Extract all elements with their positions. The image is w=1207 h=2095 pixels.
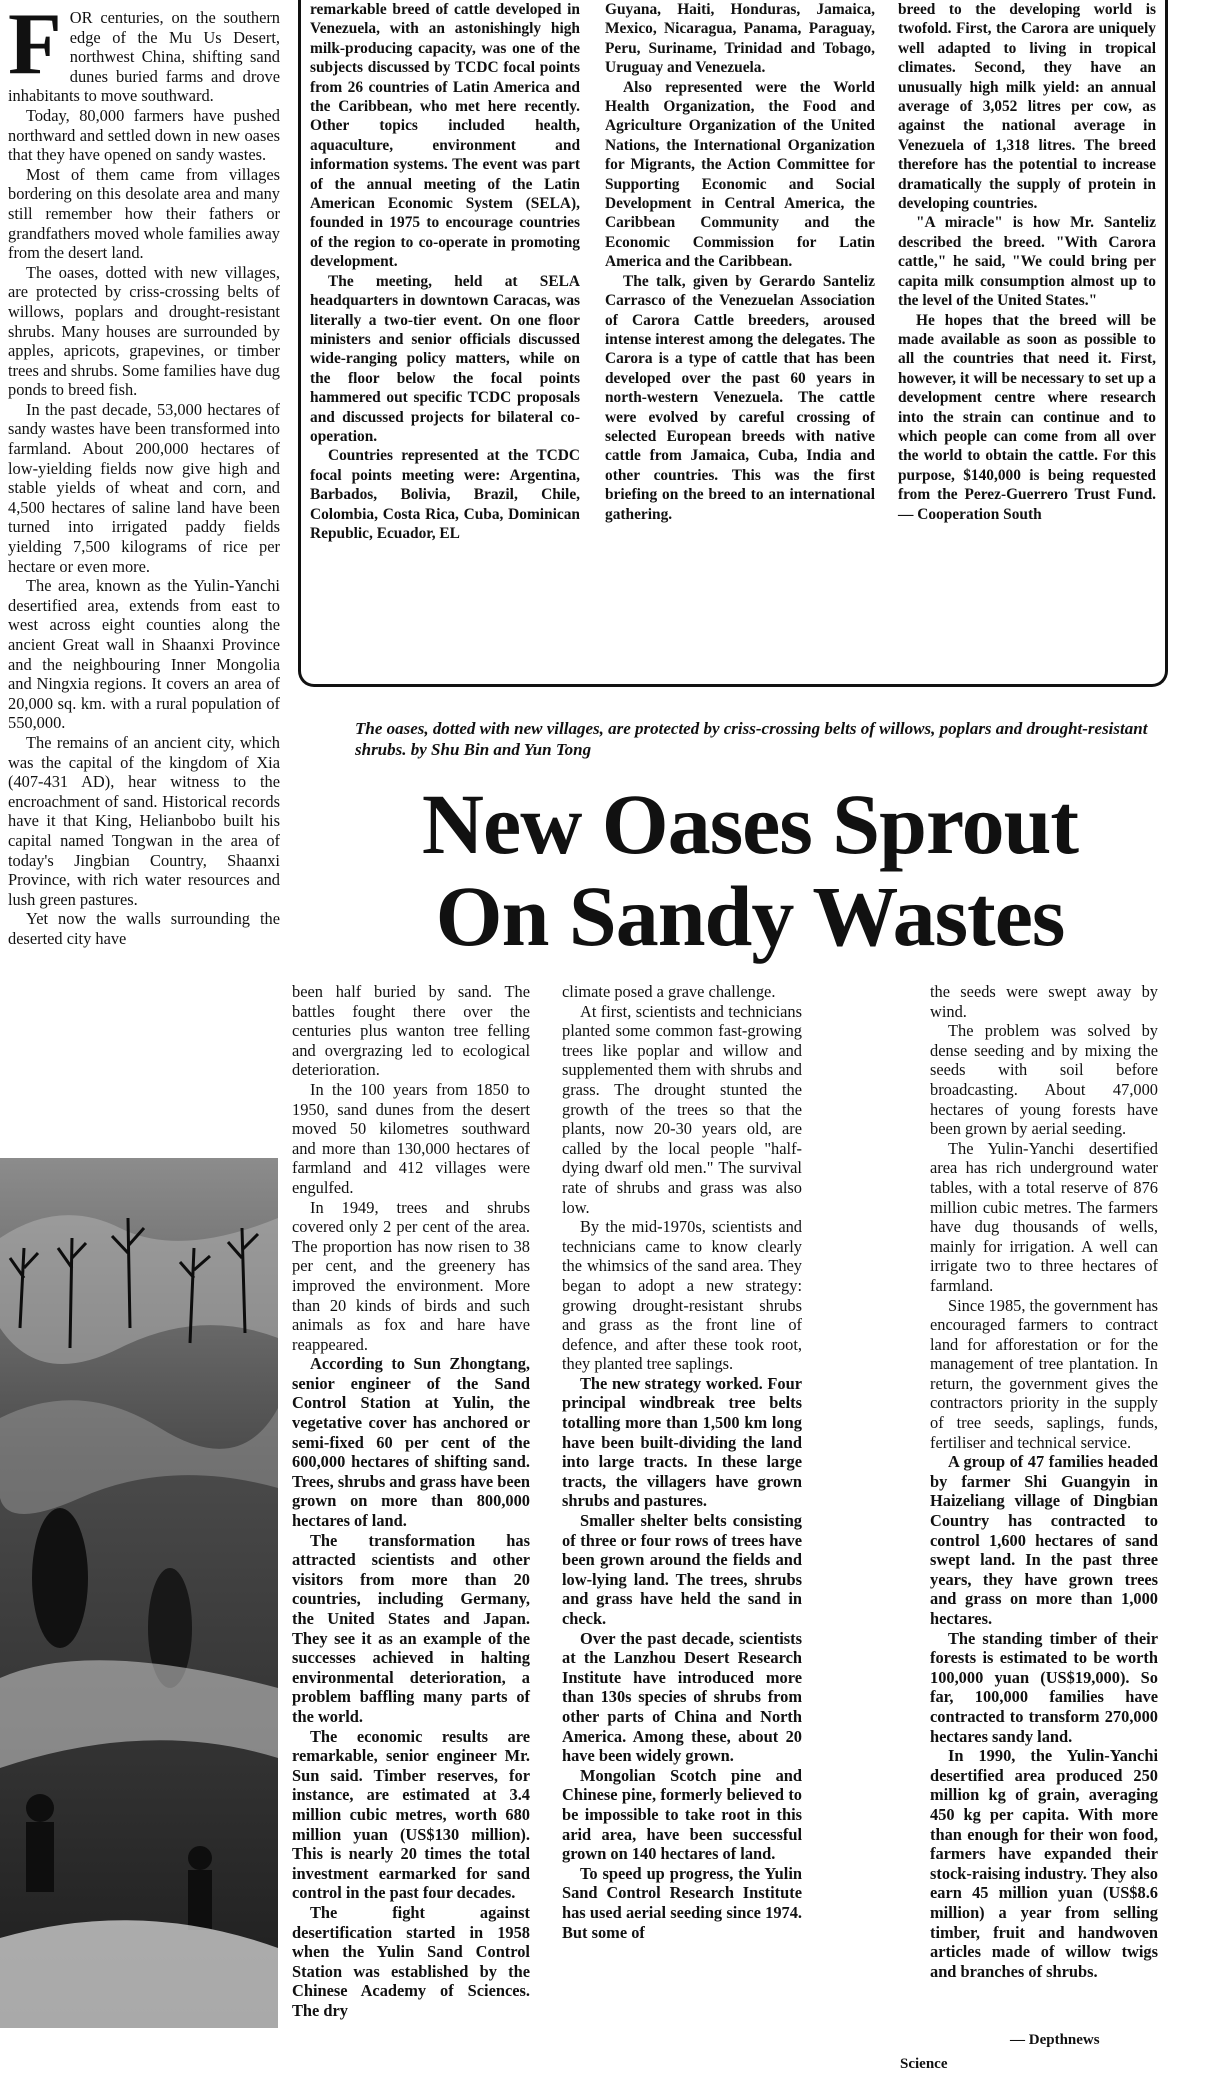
article-column-3	[562, 982, 802, 1942]
paragraph: climate posed a grave challenge.	[562, 982, 776, 1001]
paragraph: According to Sun Zhongtang, senior engineer of the Sand Control Station at Yulin, the vegetative cover has anchored or semi-fixed 60 per cent of the 600,000 hectares of shifting sand. Trees, shrubs and grass have been grown on more than 800,000 hectares of land.	[292, 1354, 530, 1531]
paragraph: By the mid-1970s, scientists and technicians came to know clearly the whimsics of the sand area. They began to adopt a new strategy: growing drought-resistant shrubs and grass as the front line of defence, and after these took root, they planted tree saplings.	[562, 1217, 802, 1374]
headline-line-1: New Oases Sprout	[421, 776, 1079, 872]
paragraph: At first, scientists and technicians planted some common fast-growing trees like poplar and willow and supplemented them with shrubs and grass. The drought stunted the growth of the trees so that the plants, now 20-30 years old, are called by the local people "half-dying dwarf old men." The survival rate of shrubs and grass was also low.	[562, 1001, 802, 1217]
paragraph: The area, known as the Yulin-Yanchi desertified area, extends from east to west across eight counties along the ancient Great wall in Shaanxi Province and the neighbouring Inner Mongolia and Ningxia regions. It covers an area of 20,000 sq. km. with a rural population of 550,000.	[8, 576, 280, 733]
paragraph: To speed up progress, the Yulin Sand Control Research Institute has used aerial seeding since 1974. But some of	[562, 1863, 802, 1942]
byline-source: — Depthnews	[1010, 2032, 1100, 2048]
desert-photo-image	[0, 1158, 278, 2028]
paragraph: The problem was solved by dense seeding and by mixing the seeds with soil before broadcasting. About 47,000 hectares of young forests have been grown by aerial seeding.	[930, 1021, 1158, 1139]
paragraph: The talk, given by Gerardo Santeliz Carrasco of the Venezuelan Association of Carora Cattle breeders, aroused intense interest among the delegates. The Carora is a type of cattle that has been developed over the past 60 years in north-western Venezuela. The cattle were evolved by careful crossing of selected European breeds with native cattle from Jamaica, Cuba, India and other countries. This was the first briefing on the breed to an international gathering.	[605, 272, 875, 523]
paragraph: the seeds were swept away by wind.	[930, 982, 1158, 1021]
headline	[320, 778, 1180, 962]
paragraph: Today, 80,000 farmers have pushed northward and settled down in new oases that they have opened on sandy wastes.	[8, 105, 280, 165]
box-column-1	[310, 0, 580, 543]
headline-line-2: On Sandy Wastes	[435, 868, 1065, 964]
paragraph: Yet now the walls surrounding the deserted city have	[8, 909, 280, 948]
article-column-2	[292, 982, 530, 2020]
paragraph: The Yulin-Yanchi desertified area has rich underground water tables, with a total reserve of 876 million cubic metres. The farmers have dug thousands of wells, mainly for irrigation. A well can irrigate two to three hectares of farmland.	[930, 1138, 1158, 1295]
paragraph: In 1949, trees and shrubs covered only 2 per cent of the area. The proportion has now risen to 38 per cent, and the greenery has improved the environment. More than 20 kinds of birds and such animals as fox and hare have reappeared.	[292, 1197, 530, 1354]
paragraph: In the 100 years from 1850 to 1950, sand dunes from the desert moved 50 kilometres southward and more than 130,000 hectares of farmland and 412 villages were engulfed.	[292, 1079, 530, 1197]
paragraph: breed to the developing world is twofold. First, the Carora are uniquely well adapted to living in tropical climates. Second, they have an unusually high milk yield: an annual average of 3,052 litres per cow, as against the national average in Venezuela of 1,318 litres. The breed therefore has the potential to increase dramatically the supply of protein in developing countries.	[898, 1, 1156, 213]
paragraph: The standing timber of their forests is estimated to be worth 100,000 yuan (US$19,000). So far, 100,000 families have contracted to transform 270,000 hectares sandy land.	[930, 1628, 1158, 1746]
article-column-4	[930, 982, 1158, 1981]
paragraph: The oases, dotted with new villages, are protected by criss-crossing belts of willows, poplars and drought-resistant shrubs. Many houses are surrounded by apples, apricots, grapevines, or timber trees and shrubs. Some families have dug ponds to breed fish.	[8, 262, 280, 400]
paragraph: been half buried by sand. The battles fought there over the centuries plus wanton tree felling and overgrazing led to ecological deterioration.	[292, 982, 530, 1080]
paragraph: Mongolian Scotch pine and Chinese pine, formerly believed to be impossible to take root in this arid area, have been successful grown on 140 hectares of land.	[562, 1765, 802, 1864]
paragraph: OR centuries, on the southern edge of the Mu Us Desert, northwest China, shifting sand dunes buried farms and drove inhabitants to move southward.	[8, 8, 280, 106]
dropcap: F	[8, 0, 62, 93]
left-column	[8, 0, 280, 949]
paragraph: Countries represented at the TCDC focal points meeting were: Argentina, Barbados, Bolivia, Brazil, Chile, Colombia, Costa Rica, Cuba, Dominican Republic, Ecuador, EL	[310, 447, 580, 542]
paragraph: Also represented were the World Health Organization, the Food and Agriculture Organization of the United Nations, the International Organization for Migrants, the Action Committee for Supporting Economic and Social Development in Central America, the Caribbean Community and the Economic Commission for Latin America and the Caribbean.	[605, 78, 875, 271]
paragraph: In 1990, the Yulin-Yanchi desertified area produced 250 million kg of grain, averaging 450 kg per capita. With more than enough for their won food, farmers have expanded their stock-raising industry. They also earn 45 million yuan (US$8.6 million) a year from selling timber, fruit and handwoven articles made of willow twigs and branches of shrubs.	[930, 1746, 1158, 1981]
paragraph: The remains of an ancient city, which was the capital of the kingdom of Xia (407-431 AD), hear witness to the encroachment of sand. Historical records have it that King, Helianbobo built his capital named Tongwan in the area of today's Jingbian Country, Shaanxi Province, with rich water resources and lush green pastures.	[8, 732, 280, 909]
paragraph: Over the past decade, scientists at the Lanzhou Desert Research Institute have introduced more than 130s species of shrubs from other parts of China and North America. Among these, about 20 have been widely grown.	[562, 1628, 802, 1766]
paragraph: The meeting, held at SELA headquarters in downtown Caracas, was literally a two-tier event. On one floor ministers and senior officials discussed wide-ranging policy matters, while on the floor below the focal points hammered out specific TCDC proposals and discussed projects for bilateral co-operation.	[310, 272, 580, 445]
paragraph: Smaller shelter belts consisting of three or four rows of trees have been grown around the fields and low-lying land. The trees, shrubs and grass have held the sand in check.	[562, 1511, 802, 1628]
paragraph: In the past decade, 53,000 hectares of sandy wastes have been transformed into farmland. About 200,000 hectares of low-yielding fields now give high and stable yields of wheat and corn, and 4,500 hectares of saline land have been turned into irrigated paddy fields yielding 7,500 kilograms of rice per hectare or even more.	[8, 399, 280, 576]
standfirst: The oases, dotted with new villages, are protected by criss-crossing belts of willows, poplars and drought-resistant shrubs. by Shu Bin and Yun Tong	[355, 719, 1148, 759]
paragraph: The fight against desertification started in 1958 when the Yulin Sand Control Station was established by the Chinese Academy of Sciences. The dry	[292, 1902, 530, 2020]
paragraph: "A miracle" is how Mr. Santeliz described the breed. "With Carora cattle," he said, "We could bring per capita milk consumption almost up to the level of the United States."	[898, 214, 1156, 310]
paragraph: The economic results are remarkable, senior engineer Mr. Sun said. Timber reserves, for instance, are estimated at 3.4 million cubic metres, worth 680 million yuan (US$130 million). This is nearly 20 times the total investment earmarked for sand control in the past four decades.	[292, 1726, 530, 1903]
desert-photo	[0, 1158, 278, 2028]
paragraph: The transformation has attracted scientists and other visitors from more than 20 countries, including Germany, the United States and Japan. They see it as an example of the successes achieved in halting environmental deterioration, a problem baffling many parts of the world.	[292, 1530, 530, 1726]
section-label: Science	[900, 2056, 948, 2072]
box-column-2	[605, 0, 875, 524]
box-column-3	[898, 0, 1156, 524]
paragraph: He hopes that the breed will be made available as soon as possible to all the countries that need it. First, however, it will be necessary to set up a development centre where research into the strain can continue and to which people can come from all over the world to obtain the cattle. For this purpose, $140,000 is being requested from the Perez-Guerrero Trust Fund. — Cooperation South	[898, 311, 1156, 523]
paragraph: Since 1985, the government has encouraged farmers to contract land for afforestation or for the management of tree plantation. In return, the government gives the contractors priority in the supply of tree seeds, saplings, funds, fertiliser and technical service.	[930, 1295, 1158, 1452]
paragraph: The new strategy worked. Four principal windbreak tree belts totalling more than 1,500 km long have been built-dividing the land into large tracts. In these large tracts, the villagers have grown shrubs and pastures.	[562, 1373, 802, 1511]
paragraph: Guyana, Haiti, Honduras, Jamaica, Mexico, Nicaragua, Panama, Paraguay, Peru, Suriname, Trinidad and Tobago, Uruguay and Venezuela.	[605, 1, 875, 77]
paragraph: remarkable breed of cattle developed in Venezuela, with an astonishingly high milk-producing capacity, was one of the subjects discussed by TCDC focal points from 26 countries of Latin America and the Caribbean, who met here recently. Other topics included health, aquaculture, environment and information systems. The event was part of the annual meeting of the Latin American Economic System (SELA), founded in 1975 to encourage countries of the region to co-operate in promoting development.	[310, 1, 580, 271]
paragraph: Most of them came from villages bordering on this desolate area and many still remember how their fathers or grandfathers moved whole families away from the desert land.	[8, 164, 280, 263]
paragraph: A group of 47 families headed by farmer Shi Guangyin in Haizeliang village of Dingbian Country has contracted to control 1,600 hectares of sand swept land. In the past three years, they have grown trees and grass on more than 1,000 hectares.	[930, 1452, 1158, 1628]
